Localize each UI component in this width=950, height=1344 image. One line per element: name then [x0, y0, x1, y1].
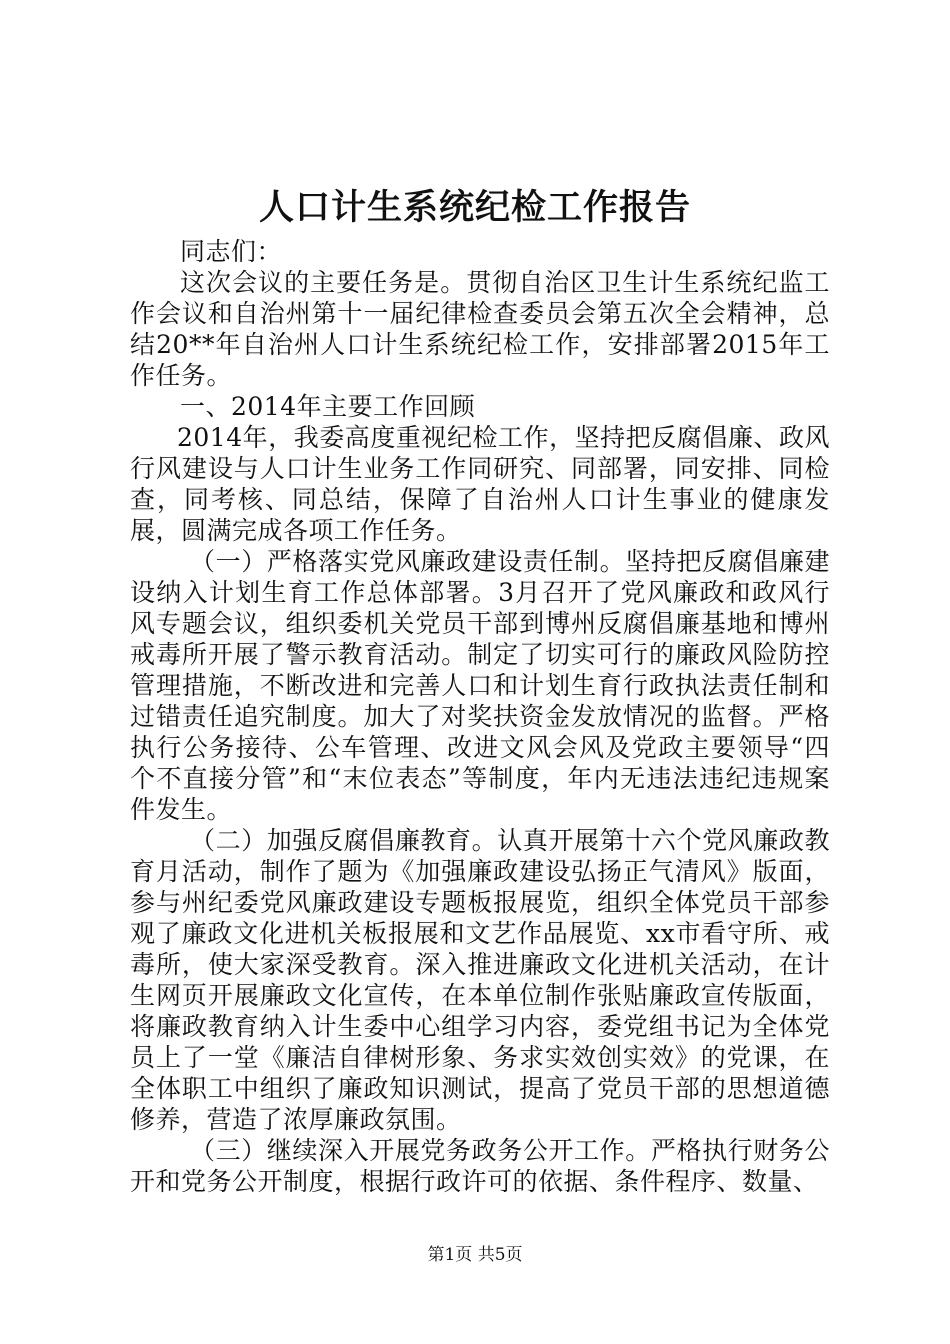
paragraph: 一、2014年主要工作回顾 [180, 392, 476, 421]
paragraph: 这次会议的主要任务是。贯彻自治区卫生计生系统纪监工作会议和自治州第十一届纪律检查委员会第五次全会精神，总结20**年自治州人口计生系统纪检工作，安排部署2015年工作任务。 [130, 268, 830, 390]
paragraph: （三）继续深入开展党务政务公开工作。严格执行财务公开和党务公开制度，根据行政许可的依据、条件程序、数量、 [130, 1136, 830, 1196]
document-title: 人口计生系统纪检工作报告 [258, 187, 691, 228]
document-body [130, 236, 830, 1197]
paragraph: （二）加强反腐倡廉教育。认真开展第十六个党风廉政教育月活动，制作了题为《加强廉政建设弘扬正气清风》版面，参与州纪委党风廉政建设专题板报展览，组织全体党员干部参观了廉政文化进机关板报展和文艺作品展览、xx市看守所、戒毒所，使大家深受教育。深入推进廉政文化进机关活动，在计生网页开展廉政文化宣传，在本单位制作张贴廉政宣传版面，将廉政教育纳入计生委中心组学习内容，委党组书记为全体党员上了一堂《廉洁自律树形象、务求实效创实效》的党课，在全体职工中组织了廉政知识测试，提高了党员干部的思想道德修养，营造了浓厚廉政氛围。 [130, 826, 830, 1134]
page-footer: 第1页 共5页 [427, 1245, 523, 1265]
paragraph: （一）严格落实党风廉政建设责任制。坚持把反腐倡廉建设纳入计划生育工作总体部署。3月召开了党风廉政和政风行风专题会议，组织委机关党员干部到博州反腐倡廉基地和博州戒毒所开展了警示教育活动。制定了切实可行的廉政风险防控管理措施，不断改进和完善人口和计划生育行政执法责任制和过错责任追究制度。加大了对奖扶资金发放情况的监督。严格执行公务接待、公车管理、改进文风会风及党政主要领导“四个不直接分管”和“末位表态”等制度，年内无违法违纪违规案件发生。 [130, 547, 830, 824]
paragraph: 同志们： [180, 237, 283, 266]
paragraph: 2014年，我委高度重视纪检工作，坚持把反腐倡廉、政风行风建设与人口计生业务工作同研究、同部署，同安排、同检查，同考核、同总结，保障了自治州人口计生事业的健康发展，圆满完成各项工作任务。 [130, 423, 830, 545]
